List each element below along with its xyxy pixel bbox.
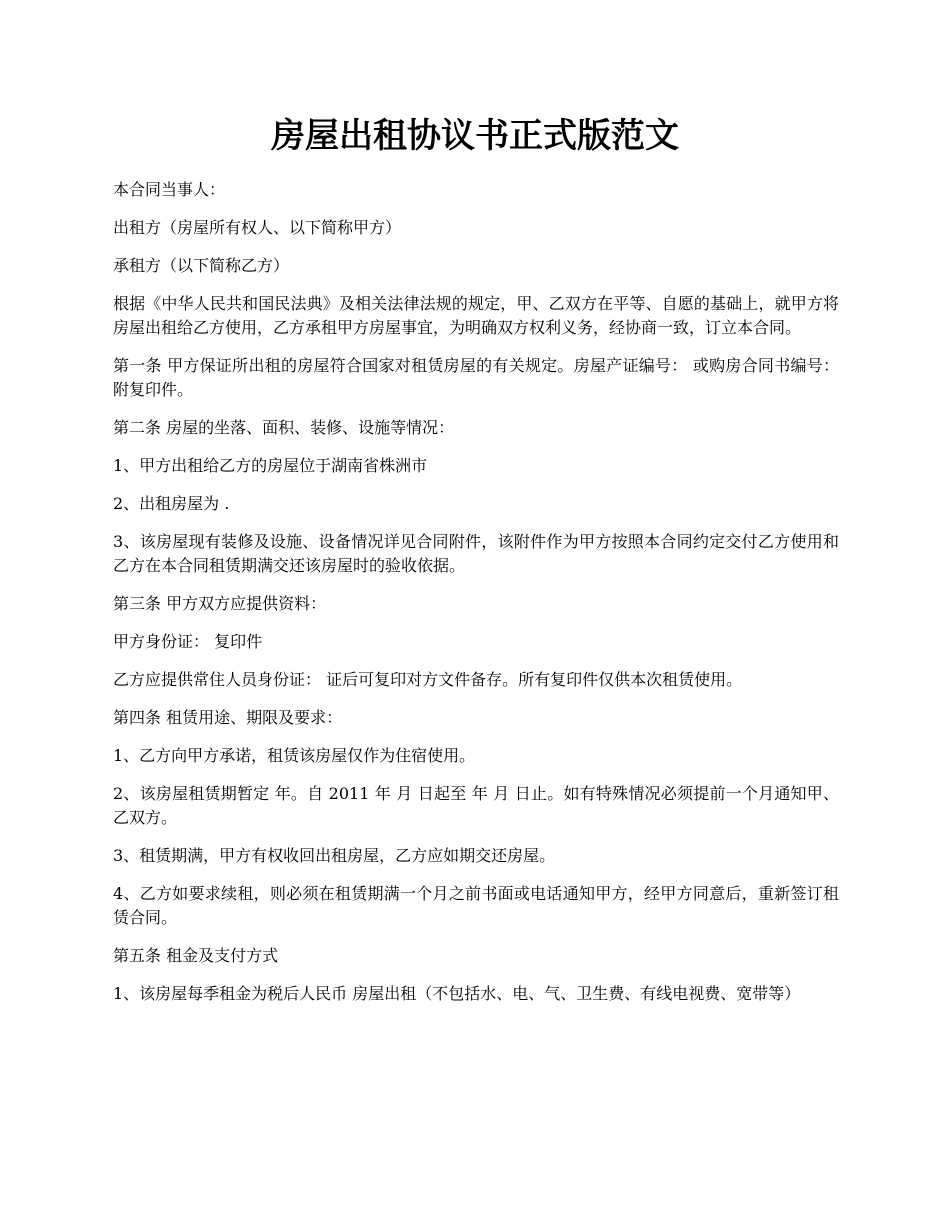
paragraph-article-1: 第一条 甲方保证所出租的房屋符合国家对租赁房屋的有关规定。房屋产证编号： 或购房合同书编号： 附复印件。 xyxy=(113,356,839,399)
paragraph-article-2-item-1: 1、甲方出租给乙方的房屋位于湖南省株洲市 xyxy=(113,456,428,475)
paragraph-article-4-item-2: 2、该房屋租赁期暂定 年。自 2011 年 月 日起至 年 月 日止。如有特殊情况必须提前一个月通知甲、乙双方。 xyxy=(113,784,839,827)
paragraph-preamble: 根据《中华人民共和国民法典》及相关法律法规的规定，甲、乙双方在平等、自愿的基础上，就甲方将房屋出租给乙方使用，乙方承租甲方房屋事宜，为明确双方权利义务，经协商一致，订立本合同。 xyxy=(113,294,839,337)
paragraph-article-3-lessee-id: 乙方应提供常住人员身份证： 证后可复印对方文件备存。所有复印件仅供本次租赁使用。 xyxy=(113,670,743,689)
paragraph-article-2-item-2: 2、出租房屋为 . xyxy=(113,494,230,513)
paragraph-lessee: 承租方（以下简称乙方） xyxy=(113,256,290,275)
paragraph-article-4-item-4: 4、乙方如要求续租，则必须在租赁期满一个月之前书面或电话通知甲方，经甲方同意后，重新签订租赁合同。 xyxy=(113,884,839,927)
paragraph-article-2: 第二条 房屋的坐落、面积、装修、设施等情况： xyxy=(113,418,455,437)
document-body xyxy=(113,178,839,1020)
paragraph-lessor: 出租方（房屋所有权人、以下简称甲方） xyxy=(113,218,402,237)
paragraph-article-3: 第三条 甲方双方应提供资料： xyxy=(113,594,327,613)
paragraph-article-3-lessor-id: 甲方身份证： 复印件 xyxy=(113,632,263,651)
paragraph-parties-heading: 本合同当事人： xyxy=(113,180,226,199)
paragraph-article-5: 第五条 租金及支付方式 xyxy=(113,946,279,965)
paragraph-article-4-item-3: 3、租赁期满，甲方有权收回出租房屋，乙方应如期交还房屋。 xyxy=(113,846,556,865)
paragraph-article-4-item-1: 1、乙方向甲方承诺，租赁该房屋仅作为住宿使用。 xyxy=(113,746,476,765)
paragraph-article-5-item-1: 1、该房屋每季租金为税后人民币 房屋出租（不包括水、电、气、卫生费、有线电视费、宽带等） xyxy=(113,984,801,1003)
paragraph-article-4: 第四条 租赁用途、期限及要求： xyxy=(113,708,343,727)
paragraph-article-2-item-3: 3、该房屋现有装修及设施、设备情况详见合同附件，该附件作为甲方按照本合同约定交付乙方使用和乙方在本合同租赁期满交还该房屋时的验收依据。 xyxy=(113,532,839,575)
document-title: 房屋出租协议书正式版范文 xyxy=(271,116,679,156)
